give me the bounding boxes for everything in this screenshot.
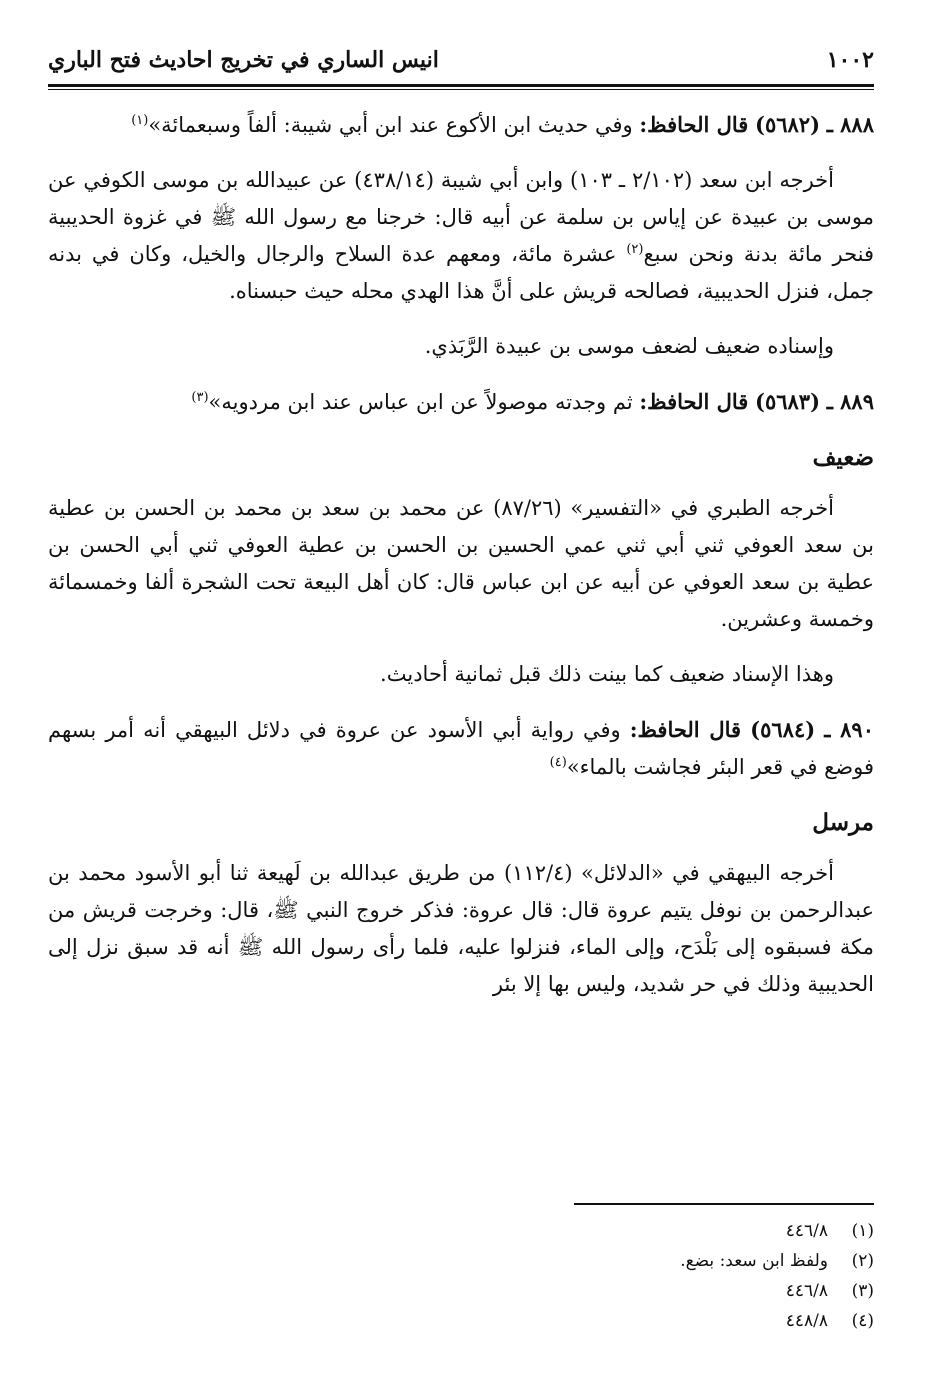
page-number: ١٠٠٢ [826,47,874,73]
grade-heading: ضعيف [812,444,874,471]
footnote: (١) ٤٤٦/٨ [785,1221,874,1241]
grade-heading: مرسل [812,809,874,836]
running-header [48,38,874,82]
footnote-marker: (٢) [626,242,644,257]
book-title: انيس الساري في تخريج احاديث فتح الباري [48,47,439,73]
footnote: (٤) ٤٤٨/٨ [785,1311,874,1331]
paragraph-verdict-1: وإسناده ضعيف لضعف موسى بن عبيدة الرَّبَذي. [424,334,834,358]
entry-889: ٨٨٩ ـ (٥٦٨٣) قال الحافظ: ثم وجدته موصولاً عن ابن عباس عند ابن مردويه»$^{(٣)}$ [191,389,874,414]
header-rule [48,84,874,87]
footnote-marker: (٤) [549,755,567,770]
entry-888: ٨٨٨ ـ (٥٦٨٢) قال الحافظ: وفي حديث ابن الأكوع عند ابن أبي شيبة: ألفاً وسبعمائة»$^{(١)}$ [131,112,874,137]
entry-890: ٨٩٠ ـ (٥٦٨٤) قال الحافظ: وفي رواية أبي الأسود عن عروة في دلائل البيهقي أنه أمر بسهم فوضع في قعر البئر فجاشت بالماء»$^{(٤)}$ [48,717,874,779]
paragraph-verdict-2: وهذا الإسناد ضعيف كما بينت ذلك قبل ثمانية أحاديث. [380,662,834,686]
footnotes [48,1216,874,1336]
book-page [48,38,874,1358]
header-rule-thin [48,89,874,90]
paragraph-takhrij-1: أخرجه ابن سعد (٢/١٠٢ ـ ١٠٣) وابن أبي شيبة (٤٣٨/١٤) عن عبيدالله بن موسى الكوفي عن موسى بن عبيدة عن إياس بن سلمة عن أبيه قال: خرجنا مع رسول الله ﷺ في غزوة الحديبية فنحر مائة بدنة ونحن سبع$^{(٢)}$ عشرة مائة، ومعهم عدة السلاح والرجال والخيل، وكان في بدنه جمل، فنزل الحديبية، فصالحه قريش على أنَّ هذا الهدي محله حيث حبسناه. [48,168,874,303]
paragraph-takhrij-3: أخرجه البيهقي في «الدلائل» (١١٢/٤) من طريق عبدالله بن لَهيعة ثنا أبو الأسود محمد بن عبدالرحمن بن نوفل يتيم عروة قال: قال عروة: فذكر خروج النبي ﷺ، قال: وخرجت قريش من مكة فسبقوه إلى بَلْدَح، وإلى الماء، فنزلوا عليه، فلما رأى رسول الله ﷺ أنه قد سبق نزل إلى الحديبية وذلك في حر شديد، وليس بها إلا بئر [48,861,874,996]
paragraph-takhrij-2: أخرجه الطبري في «التفسير» (٨٧/٢٦) عن محمد بن سعد بن محمد بن الحسن بن عطية بن سعد العوفي ثني أبي ثني عمي الحسين بن الحسن بن عطية العوفي ثني أبي الحسن بن عطية بن سعد العوفي عن أبيه عن ابن عباس قال: كان أهل البيعة تحت الشجرة ألفا وخمسمائة وخمسة وعشرين. [48,496,874,631]
footnote-marker: (٣) [191,390,209,405]
footnote-marker: (١) [131,113,149,128]
main-text [48,106,874,1021]
footnote-rule [574,1203,874,1205]
footnote: (٣) ٤٤٦/٨ [785,1281,874,1301]
footnote: (٢) ولفظ ابن سعد: بضع. [680,1251,874,1271]
